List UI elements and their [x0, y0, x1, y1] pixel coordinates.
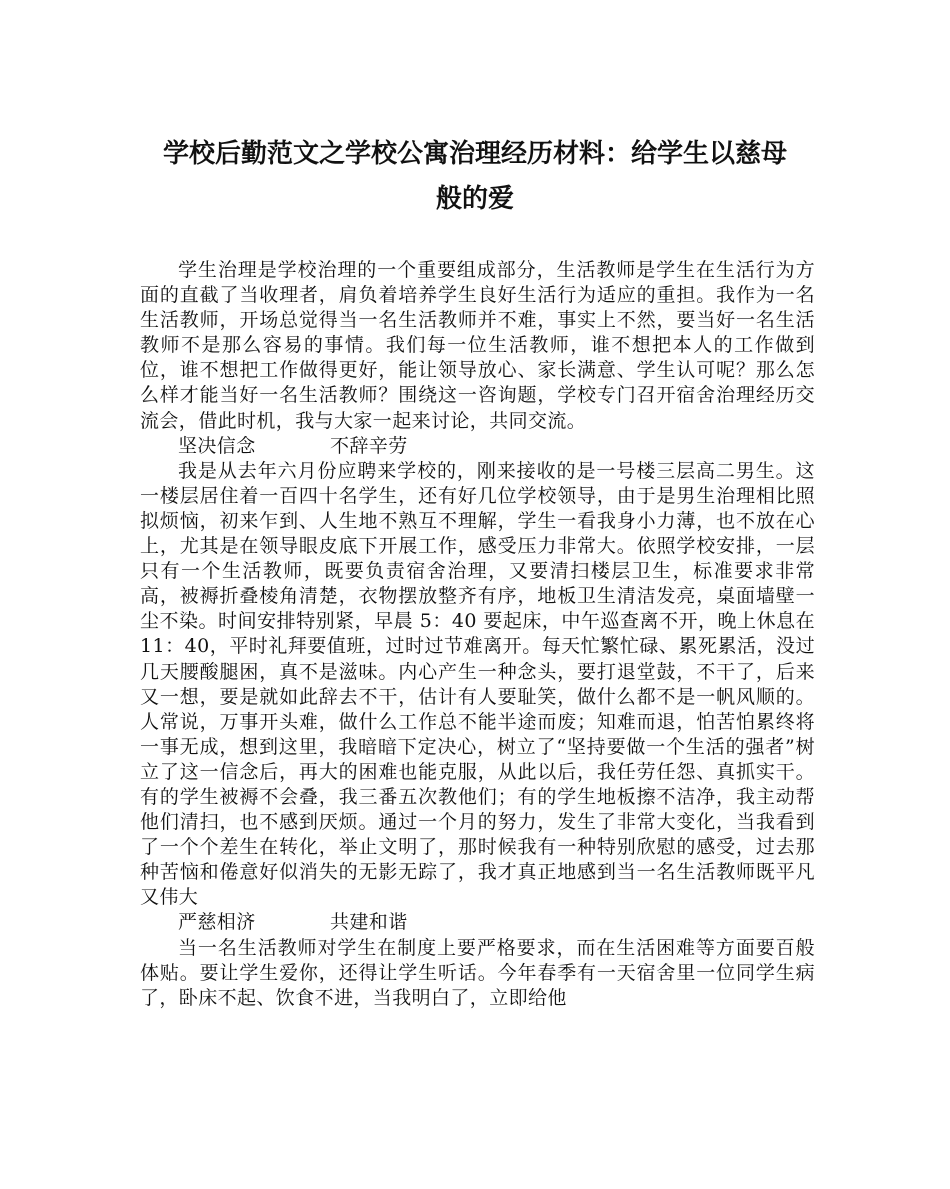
- section-heading-2-right: 共建和谐: [330, 911, 408, 934]
- paragraph-section-2: 当一名生活教师对学生在制度上要严格要求，而在生活困难等方面要百般体贴。要让学生爱你，还得让学生听话。今年春季有一天宿舍里一位同学生病了，卧床不起、饮食不进，当我明白了，立即给他: [140, 936, 815, 1009]
- title-line-1: 学校后勤范文之学校公寓治理经历材料：给学生以慈母: [162, 139, 787, 169]
- document-title: [140, 132, 810, 222]
- title-line-2: 般的爱: [435, 184, 514, 214]
- section-heading-1: [140, 434, 815, 459]
- section-heading-2-left: 严慈相济: [178, 911, 256, 934]
- section-heading-2: [140, 910, 815, 935]
- section-heading-1-right: 不辞辛劳: [330, 434, 408, 457]
- paragraph-section-1: 我是从去年六月份应聘来学校的，刚来接收的是一号楼三层高二男生。这一楼层居住着一百四十名学生，还有好几位学校领导，由于是男生治理相比照拟烦恼，初来乍到、人生地不熟互不理解，学生一看我身小力薄，也不放在心上，尤其是在领导眼皮底下开展工作，感受压力非常大。依照学校安排，一层只有一个生活教师，既要负责宿舍治理，又要清扫楼层卫生，标准要求非常高，被褥折叠棱角清楚，衣物摆放整齐有序，地板卫生清洁发亮，桌面墙壁一尘不染。时间安排特别紧，早晨 5：40 要起床，中午巡查离不开，晚上休息在 11：40，平时礼拜要值班，过时过节难离开。每天忙繁忙碌、累死累活，没过几天腰酸腿困，真不是滋味。内心产生一种念头，要打退堂鼓，不干了，后来又一想，要是就如此辞去不干，估计有人要耻笑，做什么都不是一帆风顺的。人常说，万事开头难，做什么工作总不能半途而废；知难而退，怕苦怕累终将一事无成，想到这里，我暗暗下定决心，树立了“坚持要做一个生活的强者”树立了这一信念后，再大的困难也能克服，从此以后，我任劳任怨、真抓实干。有的学生被褥不会叠，我三番五次教他们；有的学生地板擦不洁净，我主动帮他们清扫，也不感到厌烦。通过一个月的努力，发生了非常大变化，当我看到了一个个差生在转化，举止文明了，那时候我有一种特别欣慰的感受，过去那种苦恼和倦意好似消失的无影无踪了，我才真正地感到当一名生活教师既平凡又伟大: [140, 459, 815, 909]
- paragraph-intro: 学生治理是学校治理的一个重要组成部分，生活教师是学生在生活行为方面的直截了当收理者，肩负着培养学生良好生活行为适应的重担。我作为一名生活教师，开场总觉得当一名生活教师并不难，事实上不然，要当好一名生活教师不是那么容易的事情。我们每一位生活教师，谁不想把本人的工作做到位，谁不想把工作做得更好，能让领导放心、家长满意、学生认可呢？那么怎么样才能当好一名生活教师？围绕这一咨询题，学校专门召开宿舍治理经历交流会，借此时机，我与大家一起来讨论，共同交流。: [140, 259, 815, 432]
- section-heading-1-left: 坚决信念: [178, 434, 256, 457]
- document-body: [140, 258, 815, 1011]
